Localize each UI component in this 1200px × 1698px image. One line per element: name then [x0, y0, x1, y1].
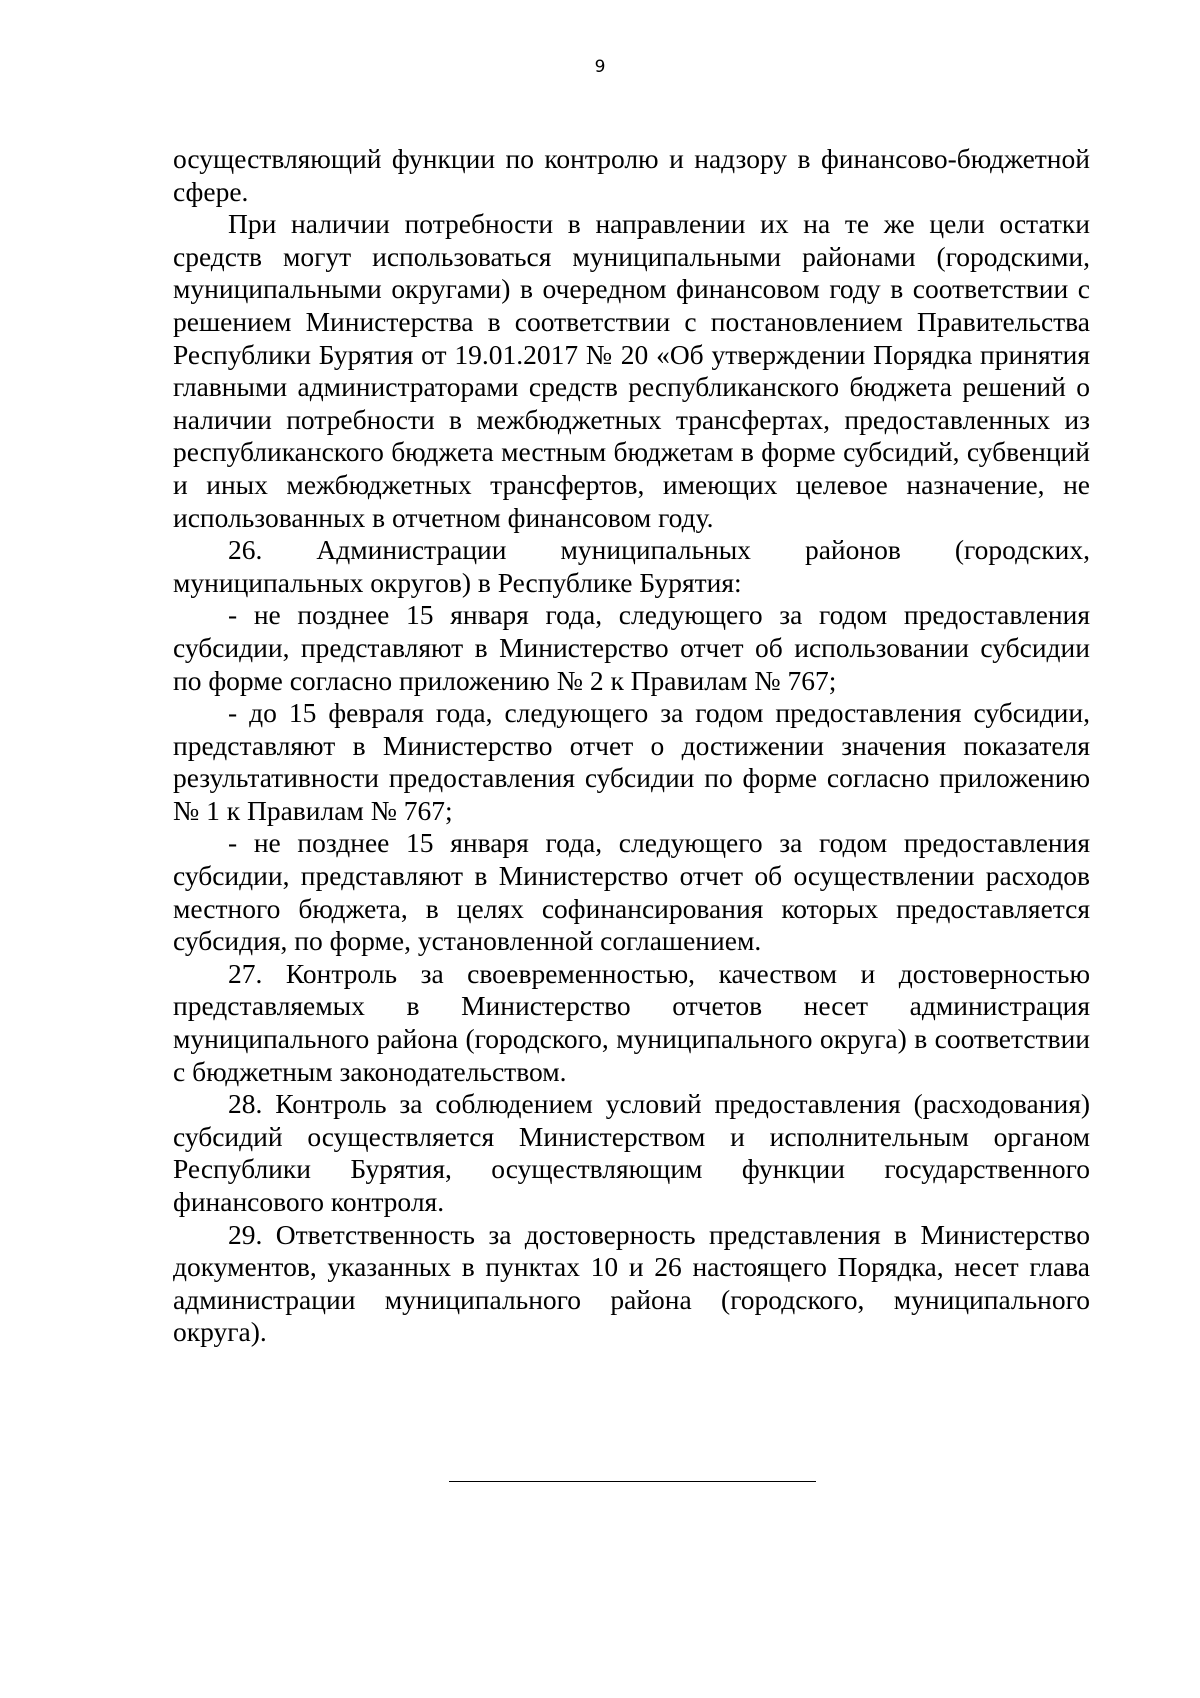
paragraph-27: 27. Контроль за своевременностью, качеством и достоверностью представляемых в Министерство отчетов несет администрация муниципального района (городского, муниципального округа) в соответствии с бюджетным законодательством. — [173, 957, 1090, 1087]
paragraph-continuation: осуществляющий функции по контролю и надзору в финансово-бюджетной сфере. — [173, 143, 1090, 207]
document-body — [173, 143, 1090, 1349]
end-divider-line — [449, 1481, 816, 1482]
paragraph-26-item-3: - не позднее 15 января года, следующего за годом предоставления субсидии, представляют в Министерство отчет об осуществлении расходов местного бюджета, в целях софинансирования которых предоставляется субсидия, по форме, установленной соглашением. — [173, 827, 1090, 957]
paragraph-26-item-1: - не позднее 15 января года, следующего за годом предоставления субсидии, представляют в Министерство отчет об использовании субсидии по форме согласно приложению № 2 к Правилам № 767; — [173, 599, 1090, 696]
paragraph-28: 28. Контроль за соблюдением условий предоставления (расходования) субсидий осуществляется Министерством и исполнительным органом Республики Бурятия, осуществляющим функции государственного финансового контроля. — [173, 1088, 1090, 1217]
paragraph-29: 29. Ответственность за достоверность представления в Министерство документов, указанных в пунктах 10 и 26 настоящего Порядка, несет глава администрации муниципального района (городского, муниципального округа). — [173, 1218, 1090, 1348]
paragraph-remaining-funds: При наличии потребности в направлении их на те же цели остатки средств могут использоваться муниципальными районами (городскими, муниципальными округами) в очередном финансовом году в соответствии с решением Министерства в соответствии с постановлением Правительства Республики Бурятия от 19.01.2017 № 20 «Об утверждении Порядка принятия главными администраторами средств республиканского бюджета решений о наличии потребности в межбюджетных трансфертах, предоставленных из республиканского бюджета местным бюджетам в форме субсидий, субвенций и иных межбюджетных трансфертов, имеющих целевое назначение, не использованных в отчетном финансовом году. — [173, 208, 1090, 533]
paragraph-26-item-2: - до 15 февраля года, следующего за годом предоставления субсидии, представляют в Министерство отчет о достижении значения показателя результативности предоставления субсидии по форме согласно приложению № 1 к Правилам № 767; — [173, 697, 1090, 826]
page-number: 9 — [594, 57, 606, 77]
paragraph-26: 26. Администрации муниципальных районов (городских, муниципальных округов) в Республике Бурятия: — [173, 534, 1090, 598]
